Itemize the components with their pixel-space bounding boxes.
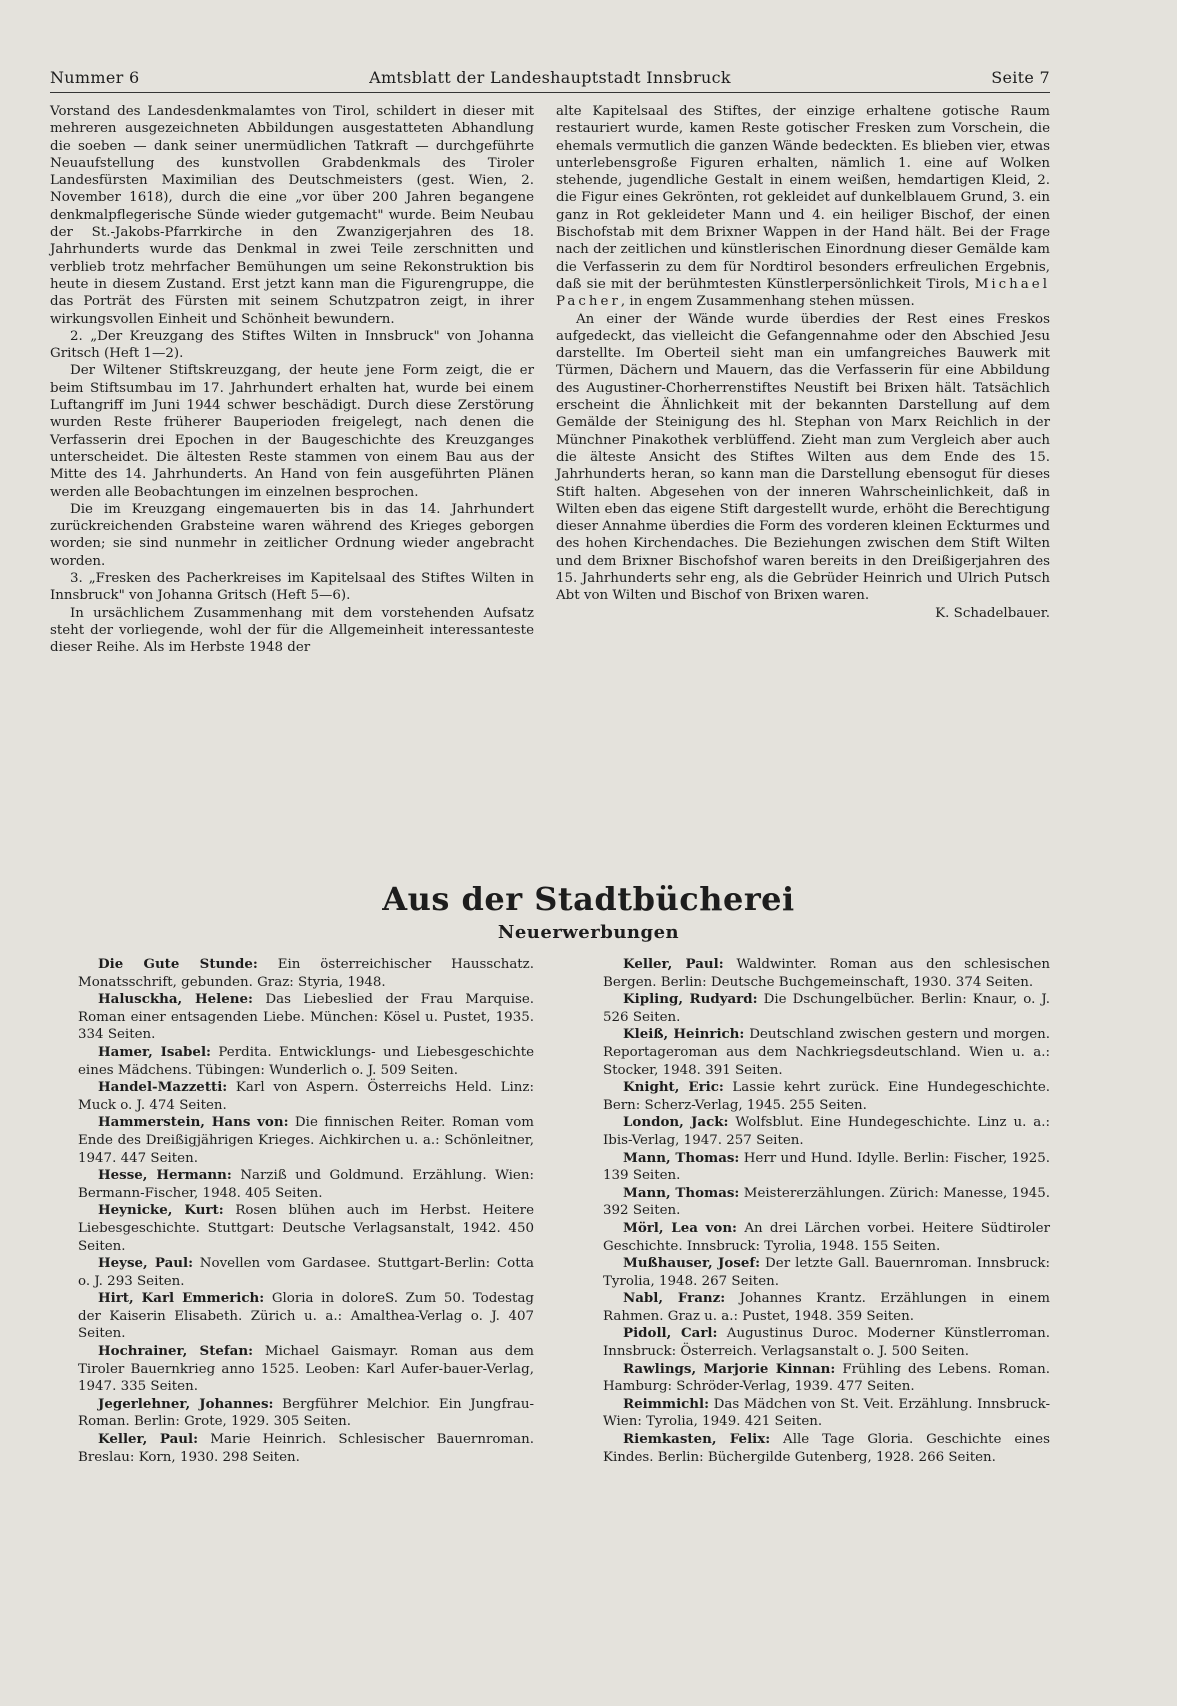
book-author: Mann, Thomas:	[623, 1149, 740, 1166]
book-entry	[56, 1431, 534, 1466]
book-details: Deutschland zwischen gestern und morgen. Reportageroman aus dem Nachkriegsdeutschland. Wien u. a.: Stocker, 1948. 391 Seiten.	[603, 1027, 1051, 1078]
book-details: Die Dschungelbücher. Berlin: Knaur, o. J. 526 Seiten.	[603, 992, 1050, 1025]
publication-title: Amtsblatt der Landeshauptstadt Innsbruck	[369, 68, 731, 87]
book-entry	[56, 1202, 534, 1255]
book-author: Reimmichl:	[623, 1395, 710, 1412]
paragraph-text: Die im Kreuzgang eingemauerten bis in das 14. Jahrhundert zurückreichenden Grabsteine waren während des Krieges geborgen worden; sie sind nunmehr in zeitlicher Ordnung wieder angebracht worden.	[50, 501, 534, 569]
book-details: Rosen blühen auch im Herbst. Heitere Liebesgeschichte. Stuttgart: Deutsche Verlagsanstalt, 1942. 450 Seiten.	[78, 1203, 534, 1254]
article-paragraph	[556, 103, 1050, 311]
book-details: Das Liebeslied der Frau Marquise. Roman einer entsagenden Liebe. München: Kösel u. Pustet, 1935. 334 Seiten.	[78, 992, 534, 1043]
book-entry	[56, 1396, 534, 1431]
section-title: Aus der Stadtbücherei	[382, 880, 795, 918]
book-entry	[581, 1290, 1050, 1325]
book-details: Herr und Hund. Idylle. Berlin: Fischer, 1925. 139 Seiten.	[603, 1150, 1050, 1184]
book-author: Nabl, Franz:	[623, 1290, 726, 1307]
book-details: Ein österreichischer Hausschatz. Monatsschrift, gebunden. Graz: Styria, 1948.	[78, 957, 534, 990]
page-header	[50, 66, 1050, 93]
book-entry	[56, 1255, 534, 1290]
book-entry	[581, 1325, 1050, 1360]
paragraph-text: Vorstand des Landesdenkmalamtes von Tirol, schildert in dieser mit mehreren ausgezeichneten Abbildungen ausgestatteten Abhandlung die soeben — dank seiner unermüdlichen Tatkraft — durchgeführte Neuaufstellung des kunstvollen Grabdenkmals des Tiroler Landesfürsten Maximilian des Deutschmeisters (gest. Wien, 2. November 1618), durch die eine „vor über 200 Jahren begangene denkmalpflegerische Sünde wieder gutgemacht" wurde. Beim Neubau der St.-Jakobs-Pfarrkirche in den Zwanzigerjahren des 18. Jahrhunderts wurde das Denkmal in zwei Teile zerschnitten und verblieb trotz mehrfacher Bemühungen um seine Rekonstruktion bis heute in diesem Zustand. Erst jetzt kann man die Figurengruppe, die das Porträt des Fürsten mit seinem Schutzpatron zeigt, in ihrer wirkungsvollen Einheit und Schönheit bewundern.	[50, 104, 534, 327]
book-author: Pidoll, Carl:	[623, 1325, 718, 1342]
book-entry	[56, 1167, 534, 1202]
article-left-column	[50, 103, 534, 657]
book-details: Waldwinter. Roman aus den schlesischen Bergen. Berlin: Deutsche Buchgemeinschaft, 1930. 374 Seiten.	[603, 957, 1050, 990]
issue-number: Nummer 6	[50, 68, 140, 87]
book-details: Lassie kehrt zurück. Eine Hundegeschichte. Bern: Scherz-Verlag, 1945. 255 Seiten.	[603, 1080, 1050, 1113]
book-entry	[581, 1150, 1050, 1185]
book-author: Keller, Paul:	[623, 956, 724, 972]
book-entry	[581, 1114, 1050, 1149]
paragraph-text: Der Wiltener Stiftskreuzgang, der heute jene Form zeigt, die er beim Stiftsumbau im 17. Jahrhundert erhalten hat, wurde bei einem Luftangriff im Juni 1944 schwer beschädigt. Durch diese Zerstörung wurden Reste früherer Bauperioden freigelegt, nach denen die Verfasserin drei Epochen in der Baugeschichte des Kreuzganges unterscheidet. Die ältesten Reste stammen von einem Bau aus der Mitte des 14. Jahrhunderts. An Hand von fein ausgeführten Plänen werden alle Beobachtungen im einzelnen besprochen.	[50, 363, 534, 500]
book-author: Mann, Thomas:	[623, 1184, 740, 1201]
article-paragraph	[556, 311, 1050, 605]
book-entry	[56, 1290, 534, 1343]
book-author: Hamer, Isabel:	[98, 1043, 211, 1060]
book-entry	[581, 991, 1050, 1026]
book-entry	[56, 1079, 534, 1114]
book-author: Knight, Eric:	[623, 1079, 724, 1096]
book-details: Augustinus Duroc. Moderner Künstlerroman. Innsbruck: Österreich. Verlagsanstalt o. J. 500 Seiten.	[603, 1326, 1050, 1360]
book-entry	[581, 1079, 1050, 1114]
book-entry	[581, 1361, 1050, 1396]
book-entry	[581, 956, 1050, 991]
book-entry	[56, 1114, 534, 1167]
book-list-left	[56, 956, 534, 1466]
article-paragraph	[50, 570, 534, 605]
paragraph-text: , in engem Zusammenhang stehen müssen.	[620, 294, 915, 310]
article-paragraph	[50, 362, 534, 500]
book-author: Keller, Paul:	[98, 1431, 199, 1448]
emphasized-name: Michael Pacher	[556, 276, 1050, 310]
paragraph-text: 3. „Fresken des Pacherkreises im Kapitelsaal des Stiftes Wilten in Innsbruck" von Johanna Gritsch (Heft 5—6).	[50, 571, 534, 604]
book-author: London, Jack:	[623, 1114, 729, 1131]
paragraph-text: alte Kapitelsaal des Stiftes, der einzige erhaltene gotische Raum restauriert wurde, kamen Reste gotischer Fresken zum Vorschein, die ehemals vermutlich die ganzen Wände bedeckten. Es blieben vier, etwas unterlebensgroße Figuren erhalten, nämlich 1. eine auf Wolken stehende, jugendliche Gestalt in einem weißen, hemdartigen Kleid, 2. die Figur eines Gekrönten, rot gekleidet auf dunkelblauem Grund, 3. ein ganz in Rot gekleideter Mann und 4. ein heiliger Bischof, der einen Bischofstab mit dem Brixner Wappen in der Hand hält. Bei der Frage nach der zeitlichen und künstlerischen Einordnung dieser Gemälde kam die Verfasserin zu dem für Nordtirol besonders erfreulichen Ergebnis, daß sie mit der berühmtesten Künstlerpersönlichkeit Tirols,	[556, 104, 1050, 292]
book-details: Wolfsblut. Eine Hundegeschichte. Linz u. a.: Ibis-Verlag, 1947. 257 Seiten.	[603, 1115, 1050, 1148]
paragraph-text: In ursächlichem Zusammenhang mit dem vorstehenden Aufsatz steht der vorliegende, wohl der für die Allgemeinheit interessanteste dieser Reihe. Als im Herbste 1948 der	[50, 605, 534, 656]
book-details: Der letzte Gall. Bauernroman. Innsbruck: Tyrolia, 1948. 267 Seiten.	[603, 1256, 1050, 1289]
book-author: Handel-Mazzetti:	[98, 1079, 228, 1096]
article-paragraph	[50, 501, 534, 570]
page-number: Seite 7	[991, 68, 1050, 87]
book-author: Mörl, Lea von:	[623, 1219, 737, 1236]
book-details: Meistererzählungen. Zürich: Manesse, 1945. 392 Seiten.	[603, 1185, 1050, 1219]
book-entry	[581, 1220, 1050, 1255]
book-entry	[581, 1431, 1050, 1466]
book-entry	[56, 1343, 534, 1396]
book-entry	[581, 1255, 1050, 1290]
book-author: Die Gute Stunde:	[98, 956, 258, 972]
book-author: Kleiß, Heinrich:	[623, 1026, 745, 1043]
book-entry	[56, 1044, 534, 1079]
book-details: Bergführer Melchior. Ein Jungfrau-Roman. Berlin: Grote, 1929. 305 Seiten.	[78, 1396, 534, 1430]
book-author: Riemkasten, Felix:	[623, 1431, 771, 1448]
article-paragraph	[50, 605, 534, 657]
book-author: Mußhauser, Josef:	[623, 1255, 761, 1272]
book-author: Hammerstein, Hans von:	[98, 1114, 289, 1131]
article-paragraph	[50, 103, 534, 328]
book-details: Gloria in doloreS. Zum 50. Todestag der Kaiserin Elisabeth. Zürich u. a.: Amalthea-Verlag o. J. 407 Seiten.	[78, 1291, 534, 1342]
book-entry	[56, 956, 534, 991]
book-details: Johannes Krantz. Erzählungen in einem Rahmen. Graz u. a.: Pustet, 1948. 359 Seiten.	[603, 1291, 1051, 1324]
book-author: Rawlings, Marjorie Kinnan:	[623, 1360, 836, 1377]
book-details: Frühling des Lebens. Roman. Hamburg: Schröder-Verlag, 1939. 477 Seiten.	[603, 1361, 1051, 1395]
book-entry	[56, 991, 534, 1044]
book-author: Hochrainer, Stefan:	[98, 1343, 254, 1360]
book-details: Alle Tage Gloria. Geschichte eines Kindes. Berlin: Büchergilde Gutenberg, 1928. 266 Seiten.	[603, 1432, 1050, 1465]
book-author: Hesse, Hermann:	[98, 1167, 232, 1184]
book-details: Narziß und Goldmund. Erzählung. Wien: Bermann-Fischer, 1948. 405 Seiten.	[78, 1168, 534, 1201]
book-details: Michael Gaismayr. Roman aus dem Tiroler Bauernkrieg anno 1525. Leoben: Karl Aufer-bauer-Verlag, 1947. 335 Seiten.	[78, 1344, 534, 1395]
book-author: Hirt, Karl Emmerich:	[98, 1290, 265, 1307]
book-author: Heyse, Paul:	[98, 1255, 194, 1272]
book-entry	[581, 1026, 1050, 1079]
book-author: Kipling, Rudyard:	[623, 991, 758, 1008]
author-signature: K. Schadelbauer.	[935, 605, 1050, 621]
paragraph-text: An einer der Wände wurde überdies der Rest eines Freskos aufgedeckt, das vielleicht die Gefangennahme oder den Abschied Jesu darstellte. Im Oberteil sieht man ein umfangreiches Bauwerk mit Türmen, Dächern und Mauern, das die Verfasserin für eine Abbildung des Augustiner-Chorherrenstiftes Neustift bei Brixen hält. Tatsächlich erscheint die Ähnlichkeit mit der bekannten Darstellung auf dem Gemälde der Steinigung des hl. Stephan von Marx Reichlich in der Münchner Pinakothek verblüffend. Zieht man zum Vergleich aber auch die älteste Ansicht des Stiftes Wilten aus dem Ende des 15. Jahrhunderts heran, so kann man die Darstellung ebensogut für dieses Stift halten. Abgesehen von der inneren Wahrscheinlichkeit, daß in Wilten eben das eigene Stift dargestellt wurde, erhöht die Berechtigung dieser Annahme überdies die Form des vorderen kleinen Eckturmes und des hohen Kirchendaches. Die Beziehungen zwischen dem Stift Wilten und dem Brixner Bischofshof waren bereits in den Dreißigerjahren des 15. Jahrhunderts sehr eng, als die Gebrüder Heinrich und Ulrich Putsch Abt von Wilten und Bischof von Brixen waren.	[556, 311, 1050, 604]
book-list-right	[581, 956, 1050, 1466]
book-details: Perdita. Entwicklungs- und Liebesgeschichte eines Mädchens. Tübingen: Wunderlich o. J. 509 Seiten.	[78, 1044, 534, 1078]
book-author: Jegerlehner, Johannes:	[98, 1395, 274, 1412]
book-details: Marie Heinrich. Schlesischer Bauernroman. Breslau: Korn, 1930. 298 Seiten.	[78, 1432, 534, 1465]
book-details: Das Mädchen von St. Veit. Erzählung. Innsbruck-Wien: Tyrolia, 1949. 421 Seiten.	[603, 1396, 1050, 1430]
paragraph-text: 2. „Der Kreuzgang des Stiftes Wilten in Innsbruck" von Johanna Gritsch (Heft 1—2).	[50, 328, 534, 362]
article-right-column	[556, 103, 1050, 622]
book-author: Halusckha, Helene:	[98, 991, 253, 1008]
book-entry	[581, 1185, 1050, 1220]
book-entry	[581, 1396, 1050, 1431]
book-details: Die finnischen Reiter. Roman vom Ende des Dreißigjährigen Krieges. Aichkirchen u. a.: Schönleitner, 1947. 447 Seiten.	[78, 1115, 534, 1166]
book-author: Heynicke, Kurt:	[98, 1202, 224, 1219]
book-details: Novellen vom Gardasee. Stuttgart-Berlin: Cotta o. J. 293 Seiten.	[78, 1256, 534, 1289]
section-subtitle: Neuerwerbungen	[497, 922, 680, 943]
article-paragraph	[50, 328, 534, 363]
book-details: Karl von Aspern. Österreichs Held. Linz: Muck o. J. 474 Seiten.	[78, 1080, 534, 1113]
book-details: An drei Lärchen vorbei. Heitere Südtiroler Geschichte. Innsbruck: Tyrolia, 1948. 155 Seiten.	[603, 1220, 1050, 1254]
